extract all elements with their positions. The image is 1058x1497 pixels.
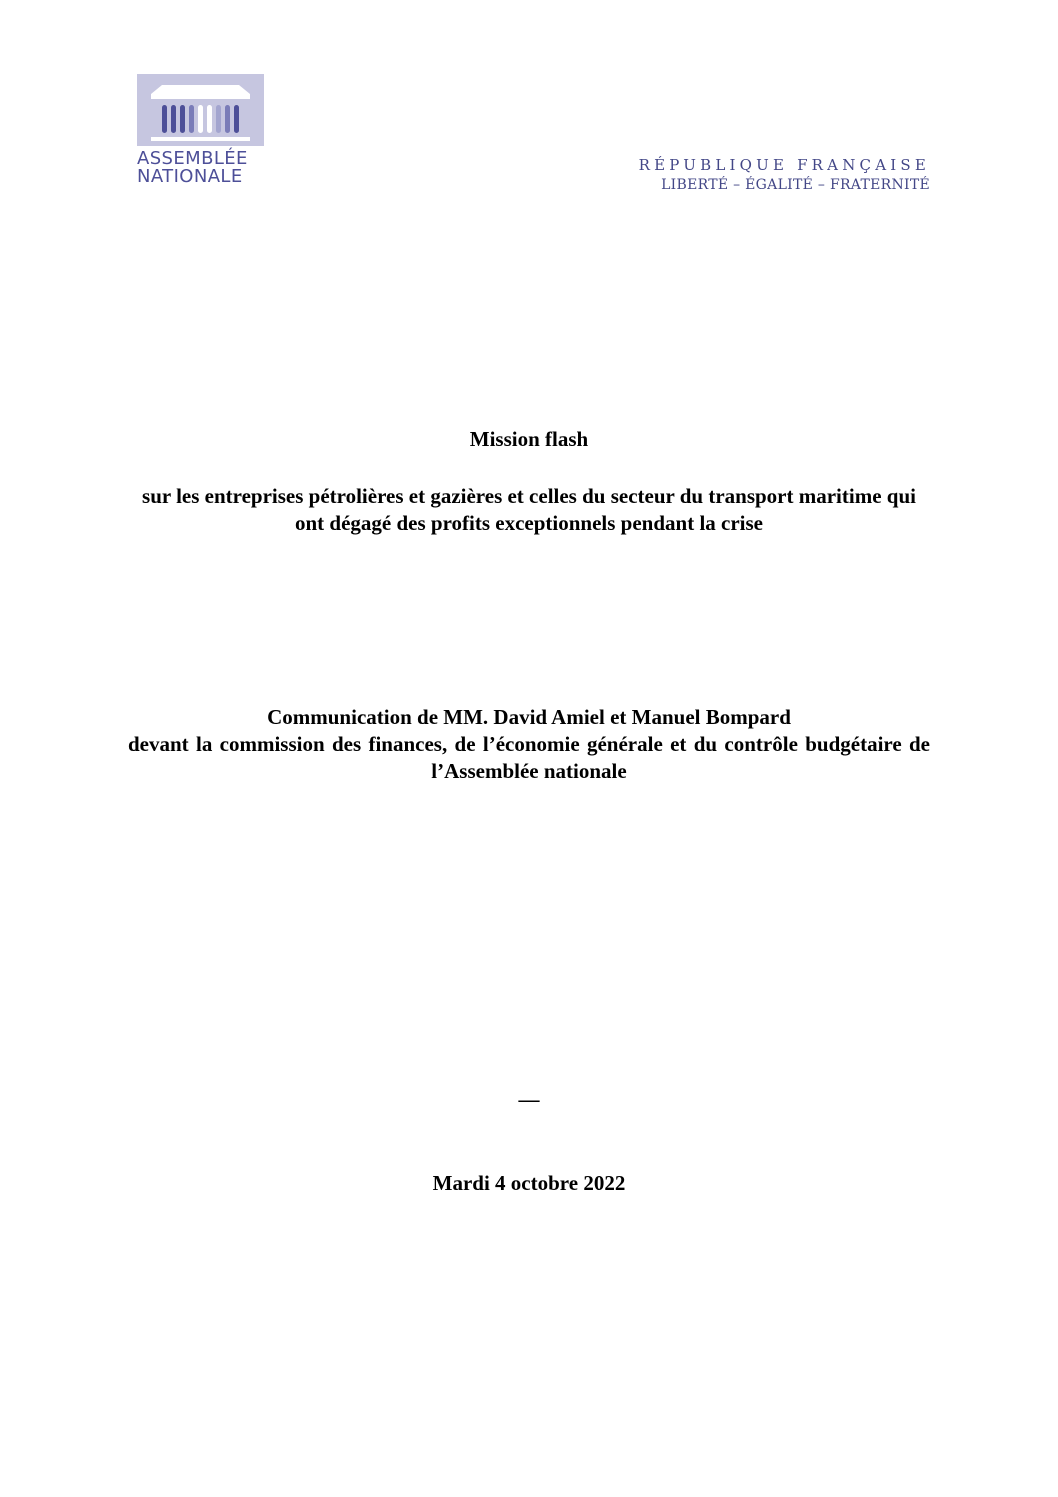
logo-pediment — [151, 85, 250, 94]
logo-steps — [151, 137, 250, 141]
republic-motto: LIBERTÉ – ÉGALITÉ – FRATERNITÉ — [661, 177, 930, 193]
logo-columns — [162, 105, 239, 133]
republic-title: RÉPUBLIQUE FRANÇAISE — [638, 156, 930, 174]
logo-line-1: ASSEMBLÉE — [137, 148, 248, 169]
assembly-building-icon — [137, 74, 264, 146]
document-date: Mardi 4 octobre 2022 — [432, 1171, 626, 1195]
communication-authors: Communication de MM. David Amiel et Manuel Bompard — [267, 705, 791, 729]
document-subject: sur les entreprises pétrolières et gazières et celles du secteur du transport maritime qui ont dégagé des profits exceptionnels pendant la crise — [142, 484, 916, 535]
republic-header — [639, 155, 930, 195]
assemblee-nationale-logo — [137, 74, 264, 189]
separator-dash: — — [518, 1087, 540, 1111]
communication-committee: devant la commission des finances, de l’économie générale et du contrôle budgétaire de l’Assemblée nationale — [128, 732, 930, 783]
logo-entablature — [151, 94, 250, 99]
document-title: Mission flash — [469, 427, 589, 451]
logo-line-2: NATIONALE — [137, 166, 243, 187]
